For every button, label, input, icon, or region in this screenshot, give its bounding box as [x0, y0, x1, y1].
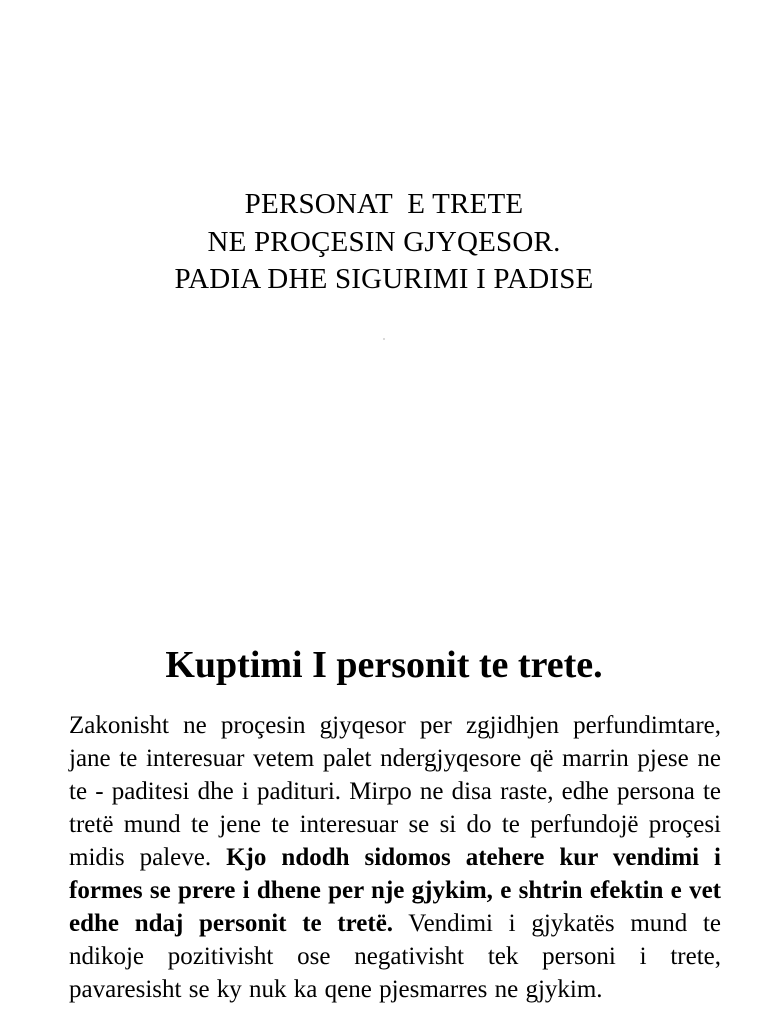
paragraph-bold-text: Kjo ndodh sidomos atehere kur vendimi i formes se prere i dhene per nje gjykim, e shtrin efektin e vet edhe ndaj personit te tretë. — [69, 844, 721, 937]
scan-speck — [383, 338, 385, 340]
document-title — [0, 186, 768, 299]
body-paragraph — [69, 709, 721, 1006]
title-line-3: PADIA DHE SIGURIMI I PADISE — [174, 263, 594, 295]
title-line-2: NE PROÇESIN GJYQESOR. — [207, 225, 561, 258]
paragraph-text-part-1: Zakonisht ne proçesin gjyqesor per zgjidhjen perfundimtare, jane te interesuar vetem palet ndergjyqesore që marrin pjese ne te - paditesi dhe i padituri. Mirpo ne disa raste, edhe persona te tretë mund te jene te interesuar se si do te perfundojë proçesi midis paleve. — [69, 712, 721, 871]
section-heading: Kuptimi I personit te trete. — [165, 643, 603, 686]
title-line-1: PERSONAT E TRETE — [244, 188, 524, 220]
paragraph-text-part-2: Vendimi i gjykatës mund te ndikoje pozitivisht ose negativisht tek personi i trete, pavaresisht se ky nuk ka qene pjesmarres ne gjykim. — [69, 910, 721, 1003]
